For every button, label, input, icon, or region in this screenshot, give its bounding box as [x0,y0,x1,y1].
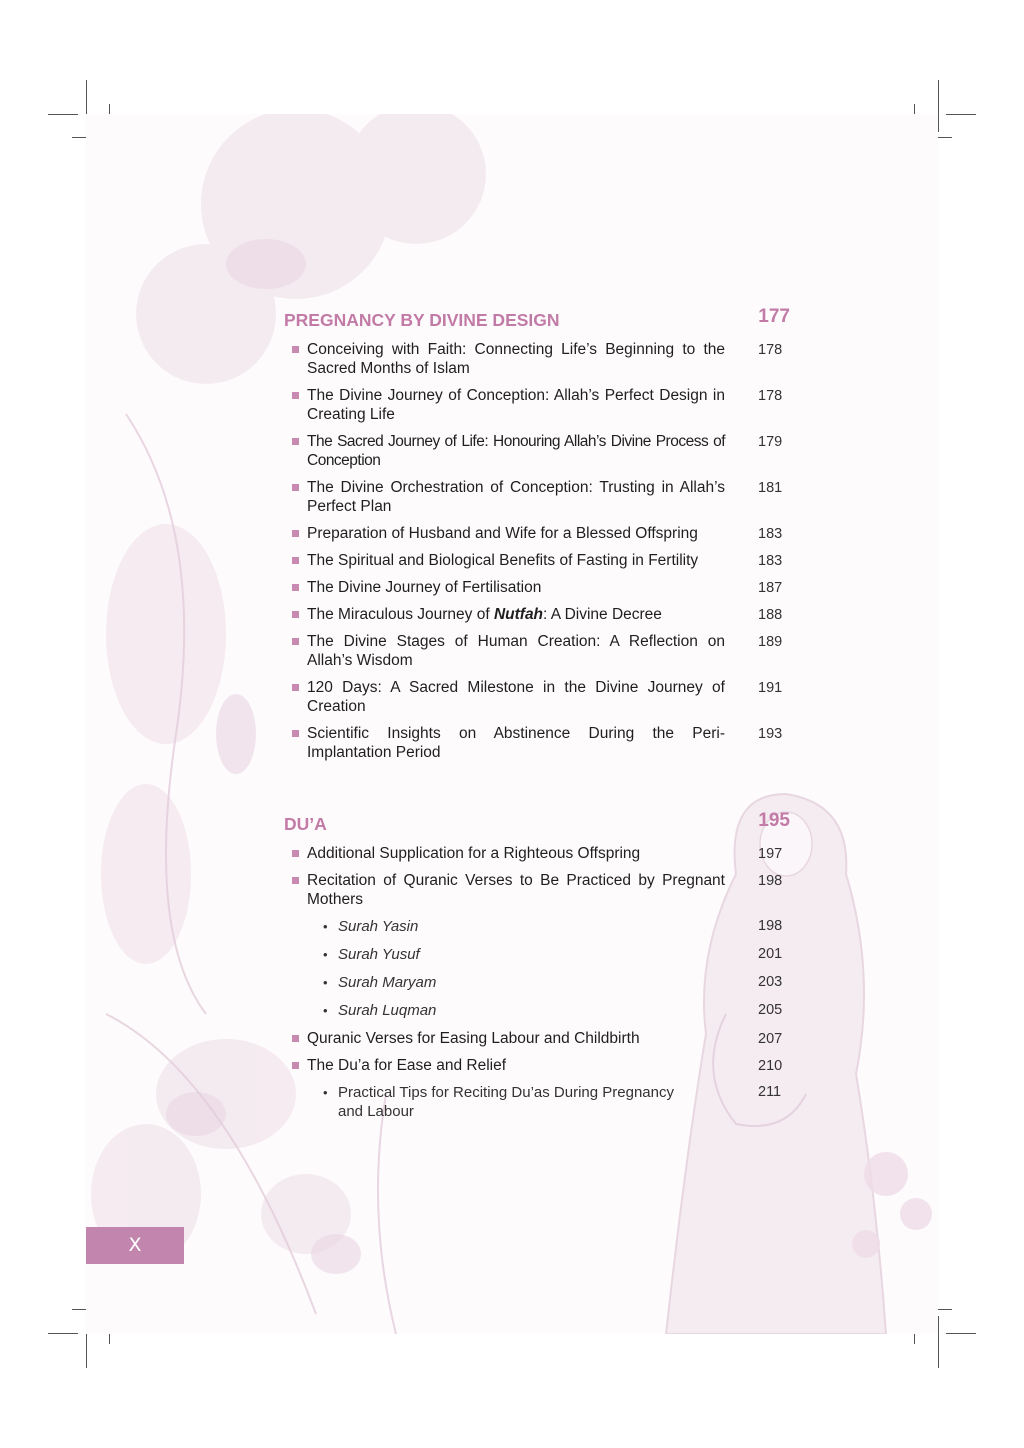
page-number-tab: X [86,1227,184,1264]
square-bullet-icon [292,611,299,618]
dot-bullet-icon: • [323,975,328,990]
section-page-number: 195 [758,810,790,831]
toc-subentry[interactable]: • Surah Luqman 205 [323,1002,783,1019]
toc-subentry[interactable]: • Practical Tips for Reciting Du’as During Pregnancy and Labour 211 [323,1084,782,1120]
toc-entry[interactable]: The Divine Journey of Fertilisation 187 [284,578,790,597]
square-bullet-icon [292,584,299,591]
square-bullet-icon [292,1062,299,1069]
entry-page-number: 207 [758,1031,783,1047]
toc-entry[interactable]: Scientific Insights on Abstinence During the Peri-Implantation Period 193 [284,724,790,762]
section-title: DU’A [284,814,327,834]
section-heading [284,306,790,340]
toc-section-dua [284,810,790,1130]
toc-entry[interactable]: Preparation of Husband and Wife for a Blessed Offspring 183 [284,524,790,543]
entry-page-number: 205 [758,1002,783,1018]
entry-page-number: 183 [758,526,783,542]
dot-bullet-icon: • [323,947,328,962]
square-bullet-icon [292,684,299,691]
entry-page-number: 201 [758,946,783,962]
entry-page-number: 183 [758,553,783,569]
square-bullet-icon [292,392,299,399]
section-title: PREGNANCY BY DIVINE DESIGN [284,310,560,330]
entry-page-number: 178 [758,388,783,404]
entry-page-number: 197 [758,846,783,862]
square-bullet-icon [292,484,299,491]
square-bullet-icon [292,877,299,884]
section-heading [284,810,790,844]
entry-page-number: 210 [758,1058,783,1074]
toc-entry[interactable]: Conceiving with Faith: Connecting Life’s Beginning to the Sacred Months of Islam 178 [284,340,790,378]
toc-entry[interactable]: The Divine Journey of Conception: Allah’s Perfect Design in Creating Life 178 [284,386,790,424]
entry-page-number: 191 [758,680,783,696]
dot-bullet-icon: • [323,919,328,934]
entry-page-number: 193 [758,726,783,742]
toc-entry[interactable]: The Divine Stages of Human Creation: A Reflection on Allah’s Wisdom 189 [284,632,790,670]
square-bullet-icon [292,638,299,645]
entry-page-number: 188 [758,607,783,623]
toc-section-pregnancy [284,306,790,770]
toc-entry[interactable]: 120 Days: A Sacred Milestone in the Divine Journey of Creation 191 [284,678,790,716]
toc-subentry[interactable]: • Surah Yasin 198 [323,918,783,935]
square-bullet-icon [292,850,299,857]
toc-entry[interactable]: Recitation of Quranic Verses to Be Practiced by Pregnant Mothers 198 [284,871,790,909]
toc-entry[interactable]: The Spiritual and Biological Benefits of Fasting in Fertility 183 [284,551,790,570]
toc-subentry[interactable]: • Surah Yusuf 201 [323,946,783,963]
toc-entry[interactable]: Quranic Verses for Easing Labour and Childbirth 207 [284,1029,790,1048]
dot-bullet-icon: • [323,1003,328,1018]
toc-entry[interactable]: Additional Supplication for a Righteous Offspring 197 [284,844,790,863]
dot-bullet-icon: • [323,1085,328,1100]
square-bullet-icon [292,438,299,445]
square-bullet-icon [292,730,299,737]
entry-page-number: 187 [758,580,783,596]
square-bullet-icon [292,530,299,537]
entry-page-number: 178 [758,342,783,358]
toc-entry[interactable]: The Sacred Journey of Life: Honouring Allah’s Divine Process of Conception 179 [284,432,790,470]
toc-entry[interactable]: The Divine Orchestration of Conception: Trusting in Allah’s Perfect Plan 181 [284,478,790,516]
entry-page-number: 198 [758,918,783,934]
square-bullet-icon [292,346,299,353]
entry-page-number: 189 [758,634,783,650]
entry-page-number: 181 [758,480,783,496]
section-page-number: 177 [758,306,790,327]
toc-entry[interactable]: The Du’a for Ease and Relief 210 [284,1056,790,1075]
square-bullet-icon [292,557,299,564]
entry-page-number: 211 [758,1084,782,1100]
square-bullet-icon [292,1035,299,1042]
entry-page-number: 179 [758,434,783,450]
toc-entry[interactable]: The Miraculous Journey of Nutfah: A Divine Decree 188 [284,605,790,624]
entry-page-number: 203 [758,974,783,990]
entry-page-number: 198 [758,873,783,889]
toc-subentry[interactable]: • Surah Maryam 203 [323,974,783,991]
